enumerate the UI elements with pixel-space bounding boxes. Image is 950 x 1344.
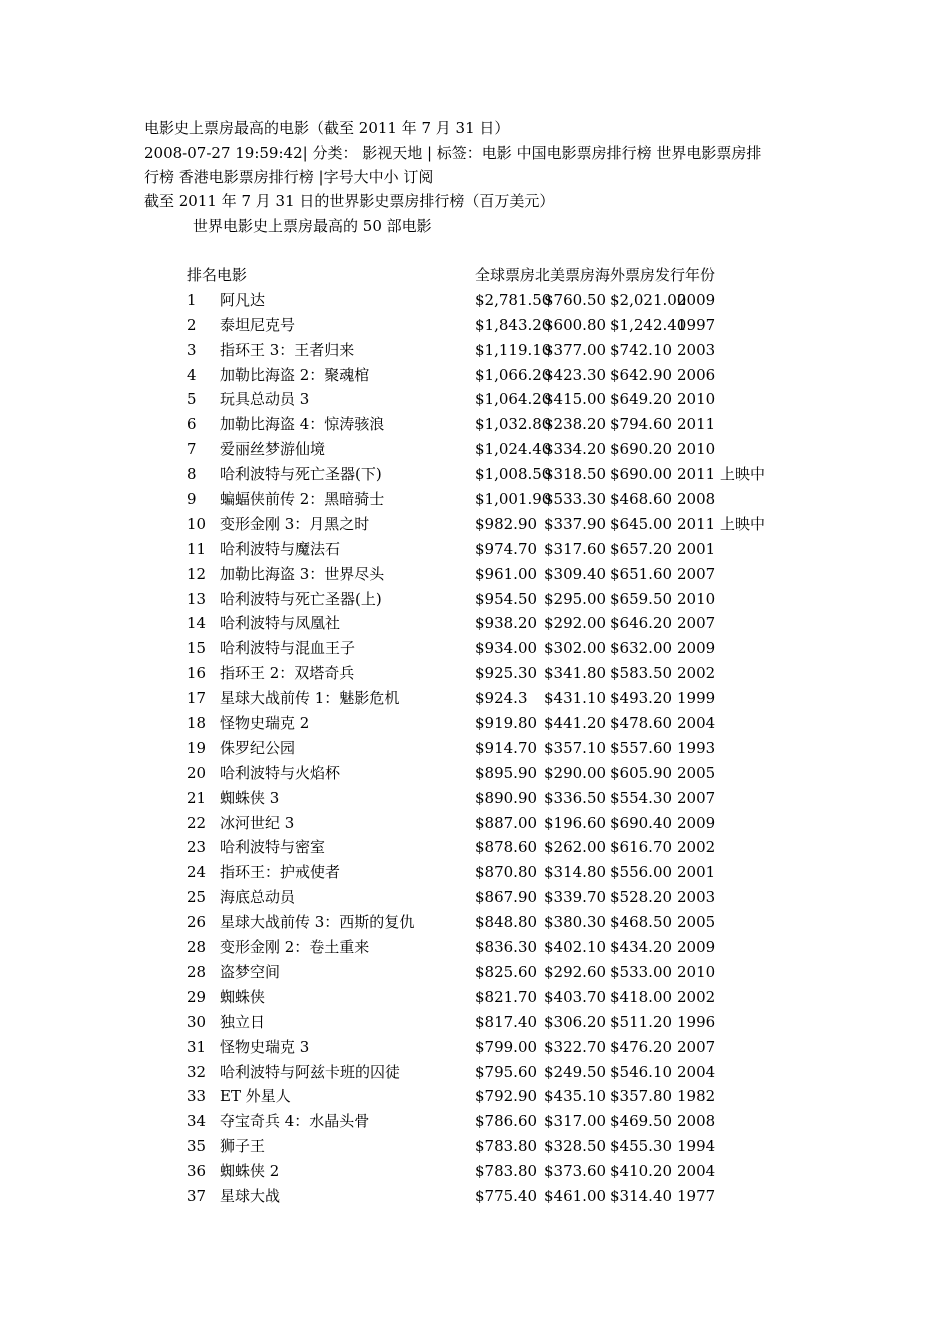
cell-release-year: 1994: [677, 1137, 716, 1156]
cell-rank: 6: [187, 415, 197, 434]
cell-release-year: 2007: [677, 564, 716, 583]
cell-north-america-gross: $334.20: [544, 440, 607, 459]
cell-rank: 17: [187, 689, 207, 708]
table-row: [187, 936, 807, 961]
cell-rank: 8: [187, 465, 197, 484]
table-row: [187, 812, 807, 837]
cell-title: 哈利波特与密室: [220, 838, 326, 857]
cell-overseas-gross: $690.40: [610, 813, 673, 832]
cell-overseas-gross: $2,021.00: [610, 290, 687, 309]
cell-overseas-gross: $511.20: [610, 1012, 673, 1031]
cell-overseas-gross: $533.00: [610, 962, 673, 981]
header-rank-film: 排名电影: [187, 266, 248, 284]
cell-title: 哈利波特与死亡圣器(上): [220, 589, 382, 608]
table-row: [187, 1110, 807, 1135]
cell-world-gross: $867.90: [475, 888, 538, 907]
cell-release-year: 1977: [677, 1186, 716, 1205]
cell-world-gross: $1,119.10: [475, 340, 552, 359]
cell-rank: 18: [187, 714, 207, 733]
cell-world-gross: $982.90: [475, 514, 538, 533]
cell-rank: 2: [187, 315, 197, 334]
cell-world-gross: $887.00: [475, 813, 538, 832]
table-row: [187, 588, 807, 613]
cell-north-america-gross: $461.00: [544, 1186, 607, 1205]
cell-title: 狮子王: [220, 1137, 266, 1156]
table-row: [187, 961, 807, 986]
cell-title: 独立日: [220, 1012, 266, 1031]
cell-north-america-gross: $380.30: [544, 913, 607, 932]
table-row: [187, 787, 807, 812]
cell-north-america-gross: $415.00: [544, 390, 607, 409]
cell-release-year: 2011: [677, 415, 716, 434]
cell-north-america-gross: $600.80: [544, 315, 607, 334]
cell-overseas-gross: $469.50: [610, 1112, 673, 1131]
cell-title: 玩具总动员 3: [220, 390, 310, 409]
cell-release-year: 2010: [677, 440, 716, 459]
cell-rank: 26: [187, 913, 207, 932]
cell-release-year: 2002: [677, 987, 716, 1006]
cell-rank: 19: [187, 738, 207, 757]
cell-overseas-gross: $657.20: [610, 539, 673, 558]
table-row: [187, 687, 807, 712]
cell-rank: 29: [187, 987, 207, 1006]
cell-world-gross: $792.90: [475, 1087, 538, 1106]
cell-north-america-gross: $357.10: [544, 738, 607, 757]
cell-north-america-gross: $760.50: [544, 290, 607, 309]
cell-rank: 36: [187, 1162, 207, 1181]
cell-release-year: 2008: [677, 490, 716, 509]
cell-north-america-gross: $290.00: [544, 763, 607, 782]
cell-release-year: 2008: [677, 1112, 716, 1131]
table-row: [187, 413, 807, 438]
cell-title: 冰河世纪 3: [220, 813, 295, 832]
cell-world-gross: $878.60: [475, 838, 538, 857]
table-row: [187, 712, 807, 737]
table-row: [187, 1085, 807, 1110]
cell-world-gross: $783.80: [475, 1162, 538, 1181]
table-row: [187, 1185, 807, 1210]
cell-north-america-gross: $262.00: [544, 838, 607, 857]
cell-release-year: 1997: [677, 315, 716, 334]
table-row: [187, 388, 807, 413]
cell-overseas-gross: $410.20: [610, 1162, 673, 1181]
cell-release-year: 2004: [677, 1162, 716, 1181]
table-row: [187, 737, 807, 762]
cell-world-gross: $2,781.50: [475, 290, 552, 309]
table-row: [187, 637, 807, 662]
cell-title: 加勒比海盗 2：聚魂棺: [220, 365, 370, 384]
table-row: [187, 513, 807, 538]
cell-title: 变形金刚 2：卷土重来: [220, 938, 370, 957]
header-money-columns: 全球票房北美票房海外票房发行年份: [475, 266, 716, 284]
cell-title: 哈利波特与凤凰社: [220, 614, 341, 633]
cell-rank: 13: [187, 589, 207, 608]
table-row: [187, 538, 807, 563]
cell-north-america-gross: $317.60: [544, 539, 607, 558]
table-row: [187, 612, 807, 637]
table-row: [187, 1160, 807, 1185]
table-row: [187, 886, 807, 911]
cell-overseas-gross: $649.20: [610, 390, 673, 409]
cell-overseas-gross: $659.50: [610, 589, 673, 608]
cell-north-america-gross: $249.50: [544, 1062, 607, 1081]
cell-north-america-gross: $295.00: [544, 589, 607, 608]
cell-world-gross: $795.60: [475, 1062, 538, 1081]
cell-world-gross: $1,064.20: [475, 390, 552, 409]
cell-world-gross: $890.90: [475, 788, 538, 807]
cell-title: 指环王 3：王者归来: [220, 340, 355, 359]
cell-world-gross: $775.40: [475, 1186, 538, 1205]
cell-title: 哈利波特与魔法石: [220, 539, 341, 558]
cell-rank: 12: [187, 564, 207, 583]
cell-rank: 20: [187, 763, 207, 782]
cell-north-america-gross: $306.20: [544, 1012, 607, 1031]
table-row: [187, 339, 807, 364]
cell-title: 海底总动员: [220, 888, 296, 907]
cell-rank: 28: [187, 962, 207, 981]
cell-overseas-gross: $690.20: [610, 440, 673, 459]
cell-world-gross: $954.50: [475, 589, 538, 608]
cell-title: 哈利波特与混血王子: [220, 639, 356, 658]
cell-release-year: 1996: [677, 1012, 716, 1031]
cell-title: 蜘蛛侠 2: [220, 1162, 280, 1181]
cell-rank: 7: [187, 440, 197, 459]
document-title: 电影史上票房最高的电影（截至 2011 年 7 月 31 日）: [144, 119, 510, 137]
cell-rank: 25: [187, 888, 207, 907]
cell-overseas-gross: $556.00: [610, 863, 673, 882]
cell-north-america-gross: $328.50: [544, 1137, 607, 1156]
cell-north-america-gross: $336.50: [544, 788, 607, 807]
cell-overseas-gross: $1,242.40: [610, 315, 687, 334]
table-row: [187, 289, 807, 314]
cell-world-gross: $934.00: [475, 639, 538, 658]
cell-north-america-gross: $292.00: [544, 614, 607, 633]
cell-north-america-gross: $318.50: [544, 465, 607, 484]
cell-north-america-gross: $441.20: [544, 714, 607, 733]
cell-north-america-gross: $337.90: [544, 514, 607, 533]
cell-world-gross: $925.30: [475, 664, 538, 683]
cell-overseas-gross: $557.60: [610, 738, 673, 757]
cell-title: 夺宝奇兵 4：水晶头骨: [220, 1112, 370, 1131]
table-row: [187, 911, 807, 936]
cell-overseas-gross: $742.10: [610, 340, 673, 359]
cell-north-america-gross: $341.80: [544, 664, 607, 683]
cell-title: 盗梦空间: [220, 962, 281, 981]
cell-title: 泰坦尼克号: [220, 315, 296, 334]
subtitle: 截至 2011 年 7 月 31 日的世界影史票房排行榜（百万美元）: [144, 192, 555, 210]
cell-rank: 1: [187, 290, 197, 309]
cell-release-year: 2007: [677, 1037, 716, 1056]
cell-rank: 31: [187, 1037, 207, 1056]
cell-world-gross: $786.60: [475, 1112, 538, 1131]
cell-world-gross: $870.80: [475, 863, 538, 882]
cell-rank: 24: [187, 863, 207, 882]
cell-rank: 30: [187, 1012, 207, 1031]
cell-world-gross: $1,066.20: [475, 365, 552, 384]
cell-release-year: 1982: [677, 1087, 716, 1106]
cell-overseas-gross: $646.20: [610, 614, 673, 633]
table-row: [187, 662, 807, 687]
table-row: [187, 861, 807, 886]
cell-world-gross: $799.00: [475, 1037, 538, 1056]
cell-rank: 35: [187, 1137, 207, 1156]
cell-rank: 10: [187, 514, 207, 533]
table-row: [187, 986, 807, 1011]
table-row: [187, 314, 807, 339]
cell-release-year: 2009: [677, 639, 716, 658]
cell-release-year: 2009: [677, 813, 716, 832]
cell-release-year: 2003: [677, 340, 716, 359]
cell-title: 侏罗纪公园: [220, 738, 296, 757]
cell-title: 变形金刚 3：月黑之时: [220, 514, 370, 533]
cell-rank: 22: [187, 813, 207, 832]
cell-overseas-gross: $468.60: [610, 490, 673, 509]
cell-title: 星球大战: [220, 1186, 281, 1205]
cell-title: 哈利波特与火焰杯: [220, 763, 341, 782]
cell-overseas-gross: $478.60: [610, 714, 673, 733]
cell-world-gross: $783.80: [475, 1137, 538, 1156]
cell-rank: 16: [187, 664, 207, 683]
cell-north-america-gross: $435.10: [544, 1087, 607, 1106]
cell-world-gross: $914.70: [475, 738, 538, 757]
cell-rank: 4: [187, 365, 197, 384]
cell-title: 哈利波特与死亡圣器(下): [220, 465, 382, 484]
cell-overseas-gross: $528.20: [610, 888, 673, 907]
cell-release-year: 1999: [677, 689, 716, 708]
cell-overseas-gross: $794.60: [610, 415, 673, 434]
cell-rank: 28: [187, 938, 207, 957]
cell-title: 怪物史瑞克 3: [220, 1037, 310, 1056]
table-row: [187, 1061, 807, 1086]
cell-title: 爱丽丝梦游仙境: [220, 440, 326, 459]
cell-rank: 37: [187, 1186, 207, 1205]
cell-north-america-gross: $431.10: [544, 689, 607, 708]
cell-north-america-gross: $377.00: [544, 340, 607, 359]
cell-north-america-gross: $403.70: [544, 987, 607, 1006]
cell-rank: 9: [187, 490, 197, 509]
cell-overseas-gross: $418.00: [610, 987, 673, 1006]
cell-release-year: 2010: [677, 390, 716, 409]
cell-title: 星球大战前传 3：西斯的复仇: [220, 913, 415, 932]
cell-release-year: 2004: [677, 714, 716, 733]
cell-release-year: 2004: [677, 1062, 716, 1081]
cell-overseas-gross: $434.20: [610, 938, 673, 957]
cell-release-year: 2011 上映中: [677, 514, 765, 533]
cell-north-america-gross: $423.30: [544, 365, 607, 384]
cell-world-gross: $836.30: [475, 938, 538, 957]
cell-release-year: 2005: [677, 763, 716, 782]
cell-rank: 23: [187, 838, 207, 857]
table-row: [187, 762, 807, 787]
cell-release-year: 2006: [677, 365, 716, 384]
cell-release-year: 2009: [677, 938, 716, 957]
cell-world-gross: $919.80: [475, 714, 538, 733]
cell-overseas-gross: $605.90: [610, 763, 673, 782]
cell-overseas-gross: $357.80: [610, 1087, 673, 1106]
table-header: [187, 264, 807, 289]
cell-north-america-gross: $339.70: [544, 888, 607, 907]
cell-world-gross: $1,001.90: [475, 490, 552, 509]
cell-north-america-gross: $533.30: [544, 490, 607, 509]
cell-release-year: 2010: [677, 589, 716, 608]
cell-rank: 34: [187, 1112, 207, 1131]
table-row: [187, 836, 807, 861]
cell-world-gross: $1,032.80: [475, 415, 552, 434]
cell-world-gross: $938.20: [475, 614, 538, 633]
cell-world-gross: $848.80: [475, 913, 538, 932]
cell-world-gross: $825.60: [475, 962, 538, 981]
cell-rank: 14: [187, 614, 207, 633]
table-row: [187, 488, 807, 513]
list-heading: 世界电影史上票房最高的 50 部电影: [193, 217, 432, 235]
cell-title: 星球大战前传 1：魅影危机: [220, 689, 400, 708]
table-row: [187, 438, 807, 463]
box-office-table: [187, 264, 807, 1210]
cell-north-america-gross: $309.40: [544, 564, 607, 583]
table-row: [187, 364, 807, 389]
table-row: [187, 1135, 807, 1160]
cell-release-year: 2002: [677, 664, 716, 683]
cell-title: 指环王 2：双塔奇兵: [220, 664, 355, 683]
cell-overseas-gross: $642.90: [610, 365, 673, 384]
cell-title: 加勒比海盗 3：世界尽头: [220, 564, 385, 583]
cell-title: 阿凡达: [220, 290, 266, 309]
cell-overseas-gross: $583.50: [610, 664, 673, 683]
cell-world-gross: $817.40: [475, 1012, 538, 1031]
cell-release-year: 2002: [677, 838, 716, 857]
cell-rank: 33: [187, 1087, 207, 1106]
cell-release-year: 2005: [677, 913, 716, 932]
cell-release-year: 2011 上映中: [677, 465, 765, 484]
cell-overseas-gross: $314.40: [610, 1186, 673, 1205]
meta-line-1: 2008-07-27 19:59:42| 分类： 影视天地 | 标签：电影 中国电影票房排行榜 世界电影票房排: [144, 144, 762, 162]
cell-release-year: 2007: [677, 788, 716, 807]
cell-title: 加勒比海盗 4：惊涛骇浪: [220, 415, 385, 434]
cell-overseas-gross: $690.00: [610, 465, 673, 484]
table-row: [187, 1036, 807, 1061]
cell-north-america-gross: $373.60: [544, 1162, 607, 1181]
table-row: [187, 463, 807, 488]
cell-title: 蜘蛛侠: [220, 987, 266, 1006]
cell-title: 蝙蝠侠前传 2：黑暗骑士: [220, 490, 385, 509]
cell-overseas-gross: $476.20: [610, 1037, 673, 1056]
cell-world-gross: $961.00: [475, 564, 538, 583]
cell-overseas-gross: $616.70: [610, 838, 673, 857]
cell-rank: 11: [187, 539, 207, 558]
cell-release-year: 2001: [677, 863, 716, 882]
cell-release-year: 2007: [677, 614, 716, 633]
cell-overseas-gross: $645.00: [610, 514, 673, 533]
cell-north-america-gross: $317.00: [544, 1112, 607, 1131]
table-row: [187, 563, 807, 588]
cell-rank: 5: [187, 390, 197, 409]
table-row: [187, 1011, 807, 1036]
cell-overseas-gross: $632.00: [610, 639, 673, 658]
cell-release-year: 1993: [677, 738, 716, 757]
cell-north-america-gross: $402.10: [544, 938, 607, 957]
cell-overseas-gross: $468.50: [610, 913, 673, 932]
cell-north-america-gross: $314.80: [544, 863, 607, 882]
table-body: [187, 289, 807, 1210]
cell-world-gross: $974.70: [475, 539, 538, 558]
cell-rank: 21: [187, 788, 207, 807]
cell-north-america-gross: $322.70: [544, 1037, 607, 1056]
cell-overseas-gross: $651.60: [610, 564, 673, 583]
cell-title: 哈利波特与阿兹卡班的囚徒: [220, 1062, 401, 1081]
cell-world-gross: $1,008.50: [475, 465, 552, 484]
cell-world-gross: $821.70: [475, 987, 538, 1006]
cell-north-america-gross: $238.20: [544, 415, 607, 434]
cell-title: ET 外星人: [220, 1087, 291, 1106]
cell-release-year: 2003: [677, 888, 716, 907]
cell-overseas-gross: $493.20: [610, 689, 673, 708]
cell-title: 蜘蛛侠 3: [220, 788, 280, 807]
cell-world-gross: $924.3: [475, 689, 528, 708]
cell-release-year: 2009: [677, 290, 716, 309]
cell-release-year: 2001: [677, 539, 716, 558]
cell-overseas-gross: $554.30: [610, 788, 673, 807]
cell-overseas-gross: $546.10: [610, 1062, 673, 1081]
cell-rank: 15: [187, 639, 207, 658]
cell-rank: 32: [187, 1062, 207, 1081]
cell-rank: 3: [187, 340, 197, 359]
cell-north-america-gross: $196.60: [544, 813, 607, 832]
cell-world-gross: $1,843.20: [475, 315, 552, 334]
cell-north-america-gross: $292.60: [544, 962, 607, 981]
cell-release-year: 2010: [677, 962, 716, 981]
cell-overseas-gross: $455.30: [610, 1137, 673, 1156]
cell-world-gross: $895.90: [475, 763, 538, 782]
cell-world-gross: $1,024.40: [475, 440, 552, 459]
cell-title: 指环王：护戒使者: [220, 863, 341, 882]
cell-north-america-gross: $302.00: [544, 639, 607, 658]
meta-line-2: 行榜 香港电影票房排行榜 |字号大中小 订阅: [144, 168, 434, 186]
cell-title: 怪物史瑞克 2: [220, 714, 310, 733]
